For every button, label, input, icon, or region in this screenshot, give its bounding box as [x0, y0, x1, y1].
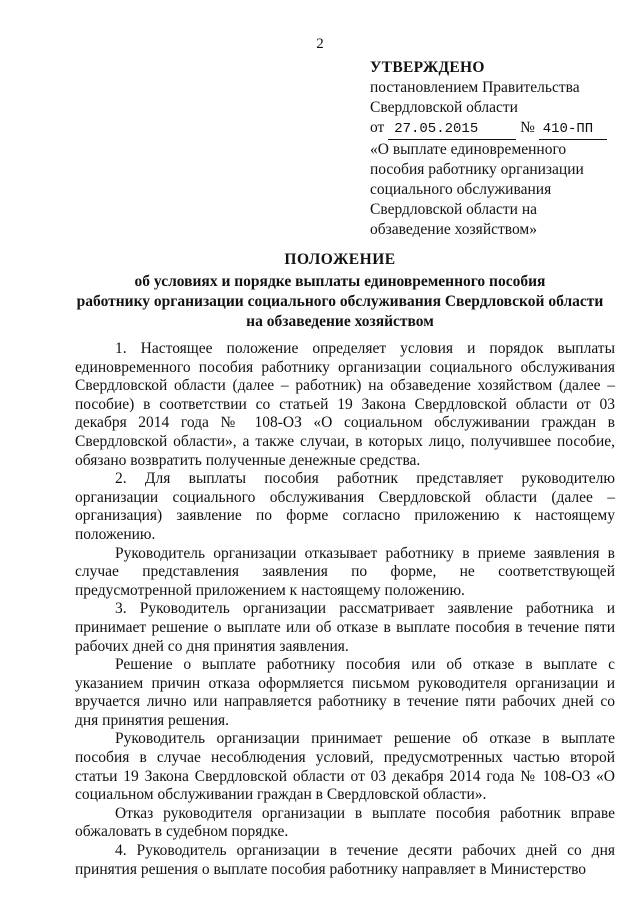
paragraph: Руководитель организации принимает решение об отказе в выплате пособия в случае несоблюдения условий, предусмотренных частью второй статьи 19 Закона Свердловской области от 03 декабря 2014 года № 108-ОЗ «О социальном обслуживании граждан в Свердловской области».	[75, 730, 615, 804]
approval-title: УТВЕРЖДЕНО	[370, 59, 485, 76]
subject-line: «О выплате единовременного	[370, 141, 567, 158]
subject-line: Свердловской области на	[370, 201, 537, 218]
subject-line: социального обслуживания	[370, 181, 552, 198]
approval-line: постановлением Правительства	[370, 79, 580, 96]
subject-line: пособия работнику организации	[370, 161, 584, 178]
paragraph: 3. Руководитель организации рассматривает заявление работника и принимает решение о выплате или об отказе в выплате пособия в течение пяти рабочих дней со дня принятия заявления.	[75, 600, 615, 655]
document-body	[75, 340, 615, 879]
heading-line: об условиях и порядке выплаты единовременного пособия	[134, 273, 546, 290]
approval-number: 410-ПП	[539, 119, 607, 140]
paragraph: 2. Для выплаты пособия работник представляет руководителю организации социального обслуживания Свердловской области (далее – организация) заявление по форме согласно приложению к настоящему положению.	[75, 470, 615, 543]
approval-date-line	[370, 118, 620, 140]
approval-line: Свердловской области	[370, 99, 518, 116]
date-prefix: от	[370, 119, 385, 136]
subject-line: обзаведение хозяйством»	[370, 221, 537, 238]
approval-date: 27.05.2015	[388, 119, 516, 140]
paragraph: 1. Настоящее положение определяет условия и порядок выплаты единовременного пособия работнику организации социального обслуживания Свердловской области (далее – работник) на обзаведение хозяйством (далее – пособие) в соответствии со статьей 19 Закона Свердловской области от 03 декабря 2014 года № 108-ОЗ «О социальном обслуживании граждан в Свердловской области», а также случаи, в которых лицо, получившее пособие, обязано возвратить полученные денежные средства.	[75, 340, 615, 469]
document-title: ПОЛОЖЕНИЕ	[284, 251, 396, 268]
paragraph: Отказ руководителя организации в выплате пособия работник вправе обжаловать в судебном порядке.	[75, 804, 615, 841]
document-heading	[40, 250, 640, 332]
number-prefix: №	[520, 119, 535, 136]
heading-line: работнику организации социального обслуживания Свердловской области	[76, 293, 604, 310]
page-number: 2	[316, 36, 324, 52]
heading-line: на обзаведение хозяйством	[246, 313, 434, 330]
approval-subject	[370, 140, 620, 240]
paragraph: Решение о выплате работнику пособия или об отказе в выплате с указанием причин отказа оформляется письмом руководителя организации и вручается лично или направляется работнику в течение пяти рабочих дней со дня принятия решения.	[75, 656, 615, 729]
paragraph: 4. Руководитель организации в течение десяти рабочих дней со дня принятия решения о выплате пособия работнику направляет в Министерство	[75, 842, 615, 878]
approval-block	[370, 58, 620, 240]
paragraph: Руководитель организации отказывает работнику в приеме заявления в случае представления заявления по форме, не соответствующей предусмотренной приложением к настоящему положению.	[75, 544, 615, 599]
